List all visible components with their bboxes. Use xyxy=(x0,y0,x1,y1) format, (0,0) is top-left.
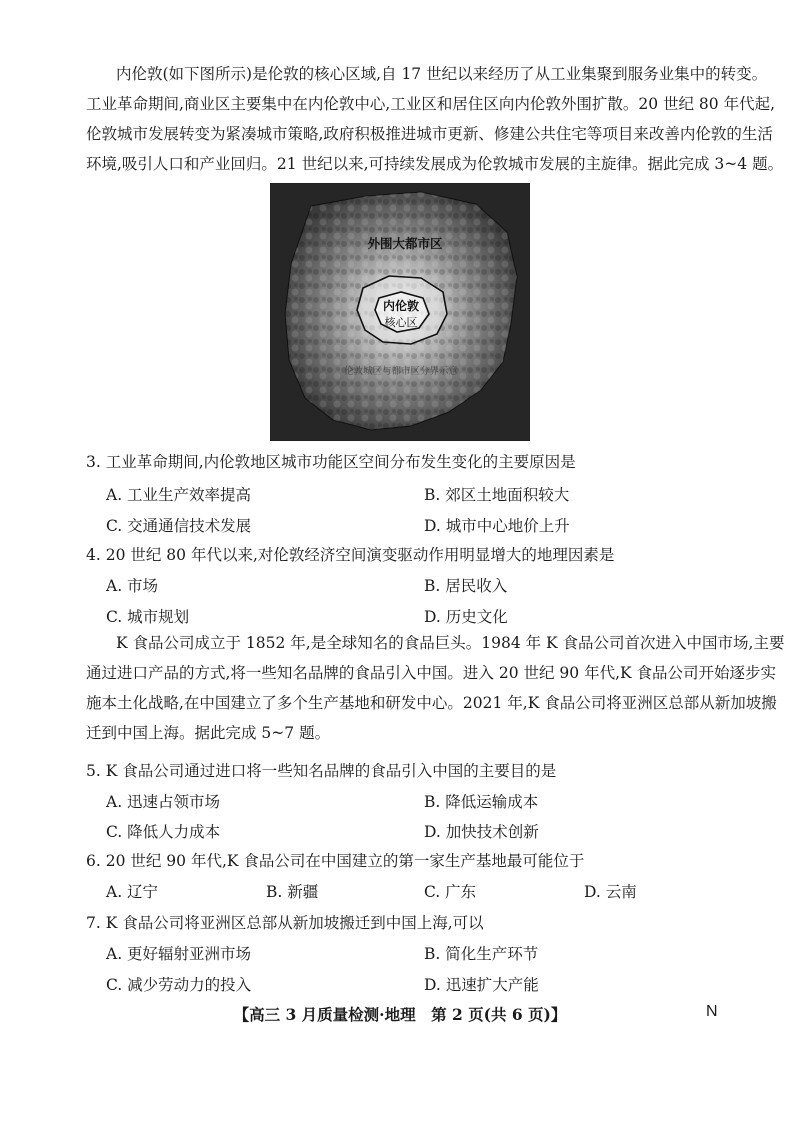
passage-line: 内伦敦(如下图所示)是伦敦的核心区域,自 17 世纪以来经历了从工业集聚到服务业集中的转变。 xyxy=(116,65,768,83)
question-4-stem: 4. 20 世纪 80 年代以来,对伦敦经济空间演变驱动作用明显增大的地理因素是 xyxy=(86,546,615,564)
passage-line: 施本土化战略,在中国建立了多个生产基地和研发中心。2021 年,K 食品公司将亚洲区总部从新加坡搬 xyxy=(86,694,777,712)
q5-option-d[interactable]: D. 加快技术创新 xyxy=(424,823,539,841)
page-footer: 【高三 3 月质量检测·地理 第 2 页(共 6 页)】 xyxy=(233,1005,567,1024)
q3-option-d[interactable]: D. 城市中心地价上升 xyxy=(424,517,570,535)
q7-option-d[interactable]: D. 迅速扩大产能 xyxy=(424,976,539,994)
map-caption: 伦敦城区与都市区分界示意 xyxy=(343,366,459,377)
passage-line: 环境,吸引人口和产业回归。21 世纪以来,可持续发展成为伦敦城市发展的主旋律。据此完成 3~4 题。 xyxy=(86,155,784,173)
passage-line: 通过进口产品的方式,将一些知名品牌的食品引入中国。进入 20 世纪 90 年代,K 食品公司开始逐步实 xyxy=(86,664,777,682)
core-area-label: 核心区 xyxy=(384,316,418,329)
q6-option-c[interactable]: C. 广东 xyxy=(424,883,477,901)
q3-option-b[interactable]: B. 郊区土地面积较大 xyxy=(424,486,570,504)
q4-option-a[interactable]: A. 市场 xyxy=(106,577,159,595)
q5-option-a[interactable]: A. 迅速占领市场 xyxy=(106,793,221,811)
outer-region-label: 外围大都市区 xyxy=(367,236,443,251)
q4-option-d[interactable]: D. 历史文化 xyxy=(424,608,508,626)
q4-option-c[interactable]: C. 城市规划 xyxy=(106,608,190,626)
q7-option-b[interactable]: B. 简化生产环节 xyxy=(424,945,539,963)
q6-option-b[interactable]: B. 新疆 xyxy=(266,883,319,901)
question-7-stem: 7. K 食品公司将亚洲区总部从新加坡搬迁到中国上海,可以 xyxy=(86,914,484,932)
question-6-stem: 6. 20 世纪 90 年代,K 食品公司在中国建立的第一家生产基地最可能位于 xyxy=(86,852,585,870)
passage-line: K 食品公司成立于 1852 年,是全球知名的食品巨头。1984 年 K 食品公司首次进入中国市场,主要 xyxy=(116,634,785,652)
corner-mark: N xyxy=(706,1003,718,1020)
passage-line: 伦敦城市发展转变为紧凑城市策略,政府积极推进城市更新、修建公共住宅等项目来改善内伦敦的生活 xyxy=(86,125,773,143)
passage-line: 迁到中国上海。据此完成 5~7 题。 xyxy=(86,724,331,742)
q7-option-c[interactable]: C. 减少劳动力的投入 xyxy=(106,976,252,994)
q7-option-a[interactable]: A. 更好辐射亚洲市场 xyxy=(106,945,252,963)
passage-line: 工业革命期间,商业区主要集中在内伦敦中心,工业区和居住区向内伦敦外围扩散。20 世纪 80 年代起, xyxy=(86,95,776,113)
q5-option-b[interactable]: B. 降低运输成本 xyxy=(424,793,539,811)
inner-london-label: 内伦敦 xyxy=(382,299,420,313)
q6-option-d[interactable]: D. 云南 xyxy=(584,883,637,901)
q3-option-a[interactable]: A. 工业生产效率提高 xyxy=(106,486,252,504)
passage-k-food xyxy=(86,628,785,748)
q3-option-c[interactable]: C. 交通通信技术发展 xyxy=(106,517,252,535)
question-3-stem: 3. 工业革命期间,内伦敦地区城市功能区空间分布发生变化的主要原因是 xyxy=(86,453,576,471)
q6-option-a[interactable]: A. 辽宁 xyxy=(106,883,159,901)
q4-option-b[interactable]: B. 居民收入 xyxy=(424,577,508,595)
question-5-stem: 5. K 食品公司通过进口将一些知名品牌的食品引入中国的主要目的是 xyxy=(86,762,557,780)
london-map-figure xyxy=(270,183,530,441)
q5-option-c[interactable]: C. 降低人力成本 xyxy=(106,823,221,841)
passage-london xyxy=(86,59,784,179)
london-map xyxy=(271,184,529,440)
